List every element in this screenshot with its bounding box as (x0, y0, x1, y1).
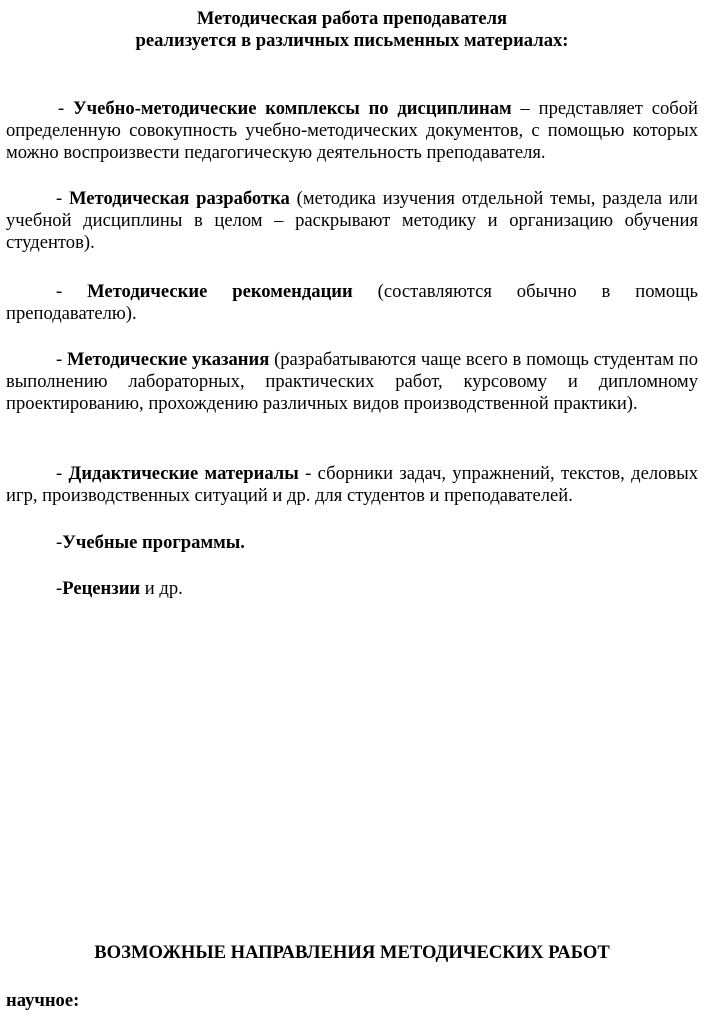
section-label: научное: (6, 990, 80, 1011)
list-item (6, 98, 698, 164)
item-dash: - (56, 281, 88, 302)
page-title (0, 8, 704, 52)
item-text: – представляет собой определенную совокупность учебно-методических документов, с помощью которых можно воспроизвести педагогическую деятельность преподавателя. (6, 98, 698, 163)
list-item (6, 188, 698, 254)
item-text: - сборники задач, упражнений, текстов, деловых игр, производственных ситуаций и др. для студентов и преподавателей. (6, 463, 698, 506)
list-item (56, 532, 245, 554)
list-item (6, 349, 698, 415)
item-term: Методическая разработка (69, 188, 290, 209)
item-term: Дидактические материалы (68, 463, 299, 484)
item-term: Учебные программы. (62, 532, 245, 553)
item-text: и др. (140, 578, 183, 599)
item-term: Рецензии (62, 578, 141, 599)
list-item (56, 578, 183, 600)
item-dash: - (56, 463, 69, 484)
item-dash: - (56, 349, 67, 370)
item-term: Методические рекомендации (87, 281, 353, 302)
item-text: (составляются обычно в помощь преподавателю). (6, 281, 698, 324)
section-title: ВОЗМОЖНЫЕ НАПРАВЛЕНИЯ МЕТОДИЧЕСКИХ РАБОТ (94, 942, 610, 963)
title-line-2: реализуется в различных письменных материалах: (135, 30, 569, 51)
item-term: Учебно-методические комплексы по дисциплинам (73, 98, 512, 119)
item-dash: - (56, 578, 63, 599)
item-dash: - (58, 98, 73, 119)
item-dash: - (56, 188, 69, 209)
item-text: (методика изучения отдельной темы, раздела или учебной дисциплины в целом – раскрывают методику и организацию обучения студентов). (6, 188, 698, 253)
list-item (6, 463, 698, 507)
item-term: Методические указания (66, 349, 270, 370)
title-line-1: Методическая работа преподавателя (196, 8, 508, 29)
item-text: (разрабатываются чаще всего в помощь студентам по выполнению лабораторных, практических работ, курсовому и дипломному проектированию, прохождению различных видов производственной практики). (6, 349, 698, 414)
list-item (6, 281, 698, 325)
item-dash: - (56, 532, 63, 553)
